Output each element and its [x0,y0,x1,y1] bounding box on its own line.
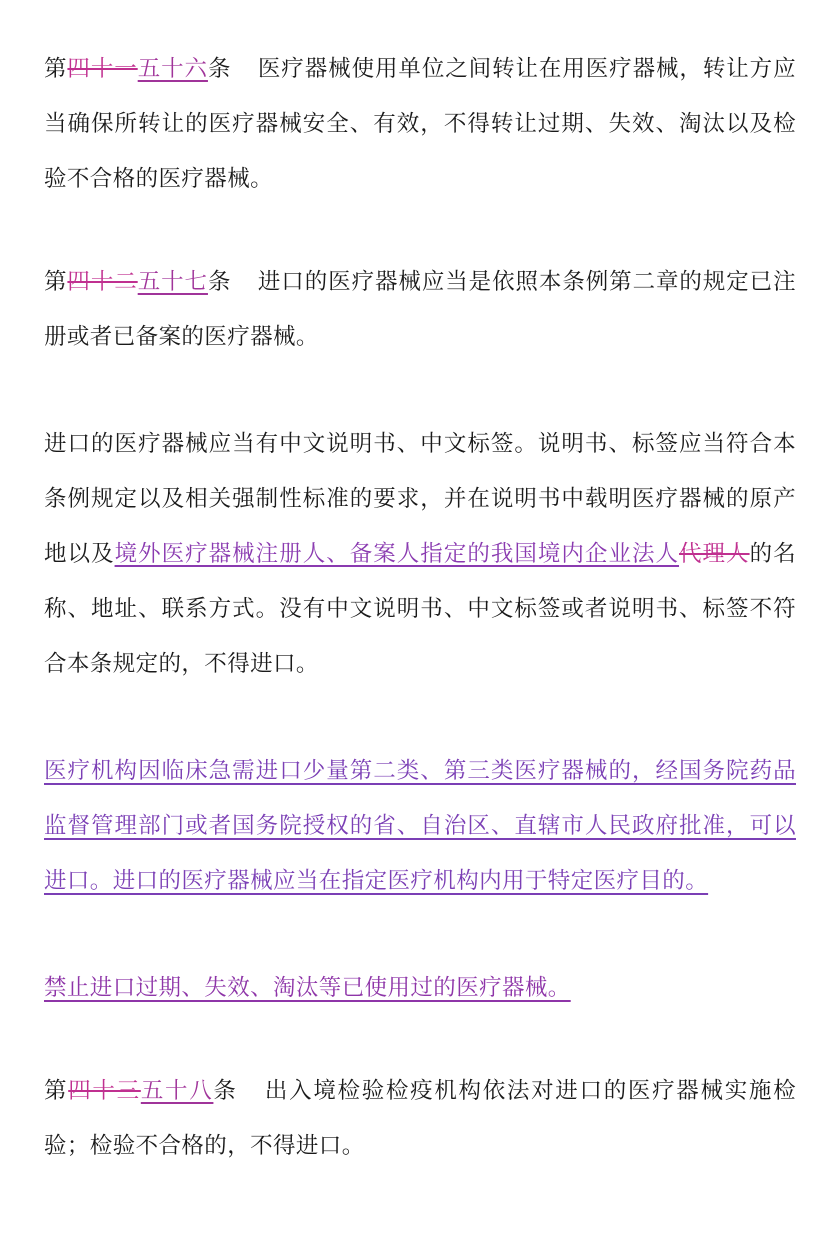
deleted-text: 四十一 [67,55,138,81]
text-run: 第 [44,268,68,294]
inserted-text: 五十八 [140,1077,214,1103]
paragraph-article-57 [44,254,796,364]
deleted-text: 四十三 [68,1077,141,1103]
text-run: 第 [44,55,68,81]
text-run: 进口的医疗器械应当有中文说明书、中文标签。说明书、标签应当符合本条例规定以及相关强制性标准的要求，并在说明书中载明医疗器械的原产地以及 [44,430,796,566]
inserted-text: 五十六 [137,55,208,81]
text-run: 条 [207,268,232,294]
paragraph-article-58 [44,1063,796,1173]
inserted-paragraph-text: 医疗机构因临床急需进口少量第二类、第三类医疗器械的，经国务院药品监督管理部门或者国务院授权的省、自治区、直辖市人民政府批准，可以进口。进口的医疗器械应当在指定医疗机构内用于特定医疗目的。 [44,757,796,893]
paragraph-article-57-p3-new [44,743,796,908]
deleted-text: 四十二 [67,268,138,294]
text-run: 出入境检验检疫机构依法对进口的医疗器械实施检验；检验不合格的，不得进口。 [44,1077,797,1158]
text-run: 条 [213,1077,238,1103]
paragraph-article-57-p4-new [44,960,796,1015]
inserted-paragraph-text: 禁止进口过期、失效、淘汰等已使用过的医疗器械。 [44,974,571,1000]
deleted-text: 代理人 [679,540,750,566]
inserted-text: 五十七 [137,268,208,294]
paragraph-article-57-p2 [44,416,796,691]
text-run: 第 [44,1077,69,1103]
text-run: 的名称、地址、联系方式。没有中文说明书、中文标签或者说明书、标签不符合本条规定的，不得进口。 [44,540,796,676]
paragraph-article-56 [44,41,796,206]
text-run: 医疗器械使用单位之间转让在用医疗器械，转让方应当确保所转让的医疗器械安全、有效，不得转让过期、失效、淘汰以及检验不合格的医疗器械。 [44,55,797,191]
text-run: 进口的医疗器械应当是依照本条例第二章的规定已注册或者已备案的医疗器械。 [44,268,797,349]
text-run: 条 [207,55,232,81]
inserted-text: 境外医疗器械注册人、备案人指定的我国境内企业法人 [114,540,680,566]
